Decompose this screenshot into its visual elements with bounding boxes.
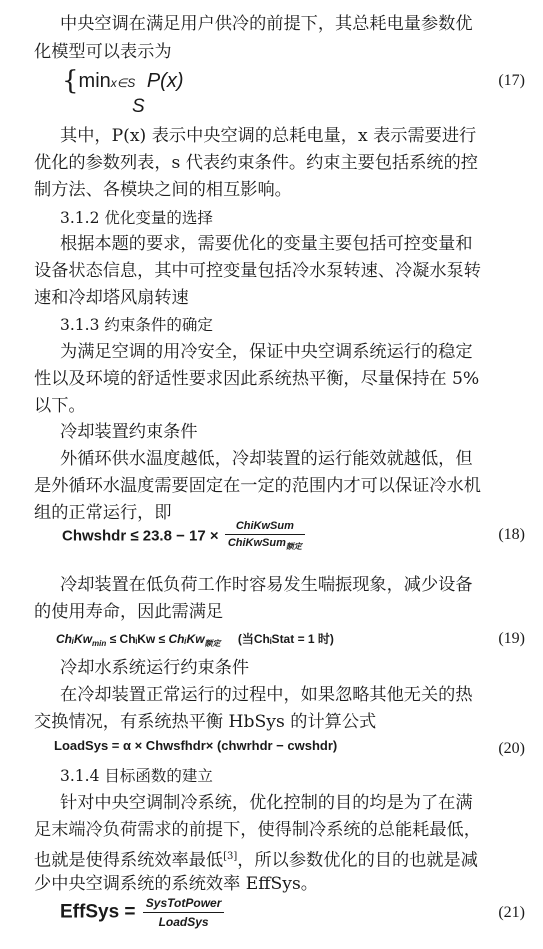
section-heading: 3.1.4 目标函数的建立 — [60, 767, 213, 785]
paragraph-line: 以下。 — [34, 396, 86, 416]
equation-number: (17) — [498, 72, 525, 89]
paragraph-line: 化模型可以表示为 — [34, 42, 172, 62]
equation-17-constraint: S — [132, 96, 145, 117]
paragraph-line: 优化的参数列表，s 代表约束条件。约束主要包括系统的控 — [34, 153, 478, 173]
citation-ref: [3] — [223, 851, 238, 862]
subheading: 冷却水系统运行约束条件 — [60, 658, 250, 678]
subheading: 冷却装置约束条件 — [60, 422, 198, 442]
equation-number: (20) — [498, 740, 525, 757]
paragraph-line: 冷却装置在低负荷工作时容易发生喘振现象，减少设备 — [60, 575, 473, 595]
paragraph-text: ，所以参数优化的目的也就是减 — [237, 850, 478, 871]
equation-19: ChᵢKw$_{min}$ ≤ ChᵢKw ≤ ChᵢKw$_{额定}$ (当ChᵢStat = 1 时) — [56, 632, 334, 648]
paragraph-line: 中央空调在满足用户供冷的前提下，其总耗电量参数优 — [60, 14, 473, 34]
paragraph-line: 其中，P(x) 表示中央空调的总耗电量，x 表示需要进行 — [60, 126, 477, 146]
equation-number: (18) — [498, 526, 525, 543]
paragraph-line: 少中央空调系统的系统效率 EffSys。 — [34, 874, 318, 894]
paragraph-line: 在冷却装置正常运行的过程中，如果忽略其他无关的热 — [60, 685, 473, 705]
equation-18: Chwshdr ≤ 23.8 − 17 × $\frac{\text{ChiKwSum}}{ChiKwSum_{额定}}$ — [62, 520, 307, 552]
paragraph-line: 设备状态信息，其中可控变量包括冷水泵转速、冷凝水泵转 — [34, 261, 481, 281]
paragraph-line: 的使用寿命，因此需满足 — [34, 602, 224, 622]
section-heading: 3.1.2 优化变量的选择 — [60, 209, 213, 227]
paragraph-line: 交换情况，有系统热平衡 HbSys 的计算公式 — [34, 712, 377, 732]
paragraph-line — [34, 845, 478, 873]
paragraph-line: 是外循环水温度需要固定在一定的范围内才可以保证冷水机 — [34, 476, 481, 496]
paragraph-text: 也就是使得系统效率最低 — [34, 850, 224, 871]
equation-20: LoadSys = α × Chwsfhdr× (chwrhdr − cwshdr) — [54, 738, 338, 753]
paragraph-line: 根据本题的要求，需要优化的变量主要包括可控变量和 — [60, 234, 473, 254]
equation-number: (21) — [498, 904, 525, 921]
equation-17: {minx∈S P(x) — [62, 66, 184, 96]
paragraph-line: 为满足空调的用冷安全，保证中央空调系统运行的稳定 — [60, 342, 473, 362]
equation-21: EffSys = $\frac{\text{SysTotPower}}{\text{LoadSys}}$ — [60, 896, 226, 929]
paragraph-line: 足末端冷负荷需求的前提下，使得制冷系统的总能耗最低， — [34, 820, 481, 840]
paragraph-line: 速和冷却塔风扇转速 — [34, 288, 189, 308]
section-heading: 3.1.3 约束条件的确定 — [60, 316, 213, 334]
paragraph-line: 组的正常运行，即 — [34, 503, 172, 523]
equation-number: (19) — [498, 630, 525, 647]
paragraph-line: 制方法、各模块之间的相互影响。 — [34, 180, 292, 200]
paragraph-line: 针对中央空调制冷系统，优化控制的目的均是为了在满 — [60, 793, 473, 813]
paragraph-line: 外循环供水温度越低，冷却装置的运行能效就越低，但 — [60, 449, 473, 469]
paragraph-line: 性以及环境的舒适性要求因此系统热平衡，尽量保持在 5% — [34, 369, 480, 389]
